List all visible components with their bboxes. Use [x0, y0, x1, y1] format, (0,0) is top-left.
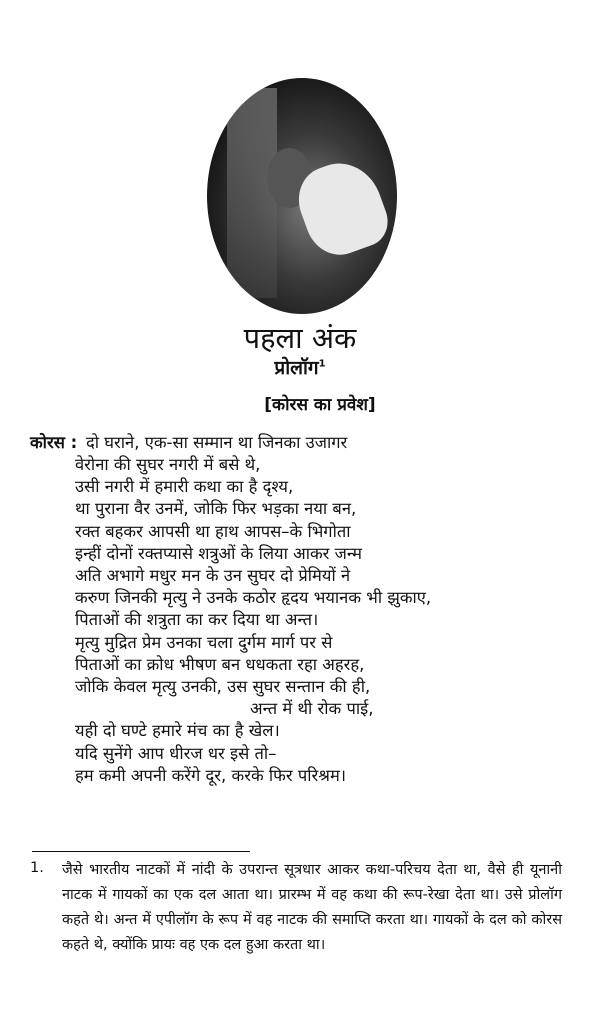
- poem-line: पिताओं की शत्रुता का कर दिया था अन्त।: [75, 610, 319, 629]
- poem-line: पिताओं का क्रोध भीषण बन धधकता रहा अहरह,: [75, 655, 365, 674]
- poem-line: दो घराने, एक-सा सम्मान था जिनका उजागर: [86, 433, 348, 452]
- poem-line: इन्हीं दोनों रक्तप्यासे शत्रुओं के लिया आकर जन्म: [75, 544, 363, 563]
- poem-line: मृत्यु मुद्रित प्रेम उनका चला दुर्गम मार्ग पर से: [75, 633, 333, 652]
- poem-line: था पुराना वैर उनमें, जोकि फिर भड़का नया बन,: [75, 499, 357, 518]
- stage-direction: [कोरस का प्रवेश]: [264, 395, 376, 415]
- prologue-heading: [0, 354, 600, 380]
- poem-line: हम कमी अपनी करेंगे दूर, करके फिर परिश्रम।: [75, 766, 347, 785]
- poem-line: यही दो घण्टे हमारे मंच का है खेल।: [75, 721, 280, 740]
- poem-line: रक्त बहकर आपसी था हाथ आपस–के भिगोता: [75, 522, 351, 541]
- poem-line: वेरोना की सुघर नगरी में बसे थे,: [75, 455, 261, 474]
- footnote-number: 1.: [30, 860, 44, 876]
- poem-line: करुण जिनकी मृत्यु ने उनके कठोर हृदय भयानक भी झुकाए,: [75, 588, 432, 607]
- act-title: पहला अंक: [243, 321, 357, 355]
- prologue-label: प्रोलॉग: [274, 357, 319, 379]
- footnote-mark: 1: [318, 358, 326, 370]
- footnote-divider: [32, 851, 250, 852]
- poem-line: अन्त में थी रोक पाई,: [250, 699, 374, 718]
- poem-line: उसी नगरी में हमारी कथा का है दृश्य,: [75, 477, 294, 496]
- poem-line: अति अभागे मधुर मन के उन सुघर दो प्रेमियों ने: [75, 566, 351, 585]
- oval-photo: [207, 78, 397, 314]
- speaker-label: कोरस :: [30, 433, 78, 452]
- poem-line: जोकि केवल मृत्यु उनकी, उस सुघर सन्तान की ही,: [75, 677, 371, 696]
- footnote-text: जैसे भारतीय नाटकों में नांदी के उपरान्त सूत्रधार आकर कथा-परिचय देता था, वैसे ही यूनानी नाटक में गायकों का एक दल आता था। प्रारम्भ में वह कथा की रूप-रेखा देता था। उसे प्रोलॉग कहते थे। अन्त में एपीलॉग के रूप में वह नाटक की समाप्ति करता था। गायकों के दल को कोरस कहते थे, क्योंकि प्रायः वह एक दल हुआ करता था।: [62, 862, 562, 953]
- poem-line: यदि सुनेंगे आप धीरज धर इसे तो–: [75, 744, 277, 763]
